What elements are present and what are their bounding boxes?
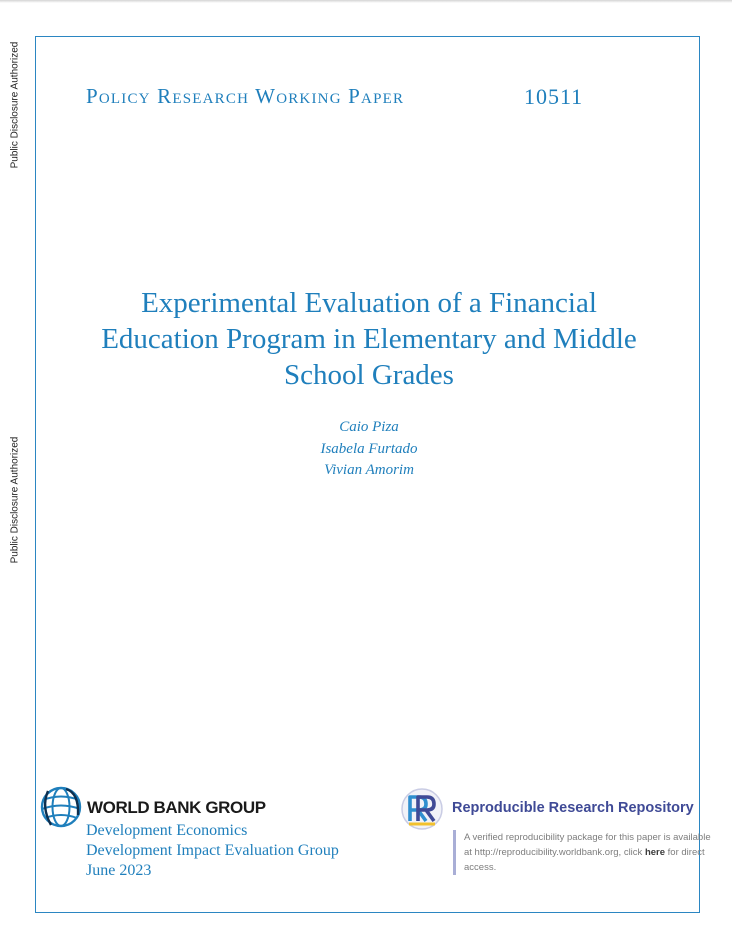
author-list <box>226 417 512 482</box>
reproducible-research-logo-icon <box>400 787 444 831</box>
unit-name: Development Impact Evaluation Group <box>86 842 339 859</box>
publication-date: June 2023 <box>86 862 152 879</box>
series-title: Policy Research Working Paper <box>86 84 405 108</box>
disclosure-label-text: Public Disclosure Authorized <box>9 41 21 169</box>
world-bank-group-wordmark: WORLD BANK GROUP <box>87 798 266 817</box>
repository-note-suffix: for direct access. <box>464 847 705 873</box>
repository-name: Reproducible Research Repository <box>452 800 694 816</box>
department-block <box>86 821 339 881</box>
author-name: Isabela Furtado <box>320 440 418 457</box>
page-top-shadow <box>0 0 732 3</box>
repository-note <box>453 830 714 875</box>
disclosure-label-text: Public Disclosure Authorized <box>9 436 21 564</box>
repository-note-text: A verified reproducibility package for this paper is available at http://reproducibility.worldbank.org, click <box>464 832 711 858</box>
repository-link[interactable]: here <box>644 847 666 858</box>
author-name: Caio Piza <box>339 419 399 435</box>
world-bank-globe-icon <box>39 785 83 829</box>
paper-title: Experimental Evaluation of a Financial Education Program in Elementary and Middle School Grades <box>101 287 637 391</box>
paper-number: 10511 <box>524 84 584 109</box>
department-name: Development Economics <box>86 822 248 839</box>
author-name: Vivian Amorim <box>324 462 414 478</box>
